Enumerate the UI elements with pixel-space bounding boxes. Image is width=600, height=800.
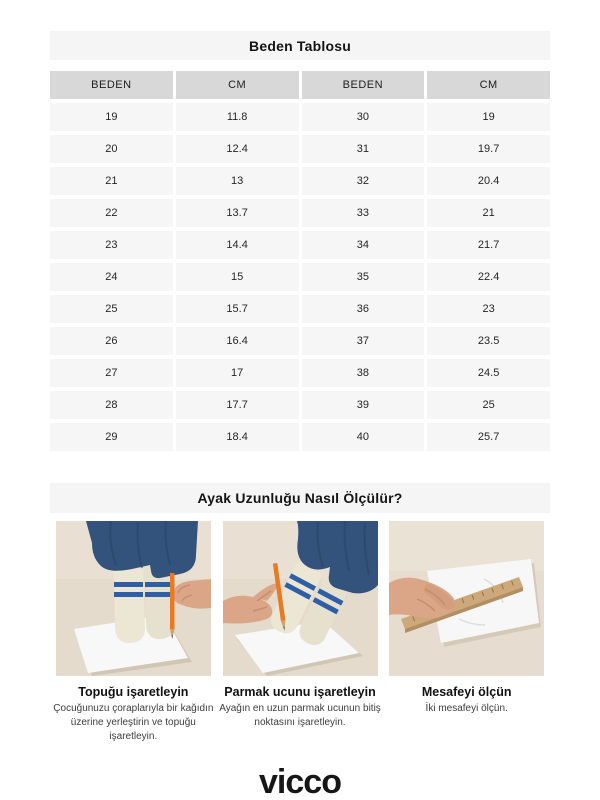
size-table-title-band (50, 31, 550, 60)
table-cell: 13 (176, 167, 299, 195)
table-cell: 24 (50, 263, 173, 291)
table-header-cell: CM (176, 71, 299, 99)
table-cell: 36 (302, 295, 425, 323)
size-table-grid (50, 71, 550, 451)
table-cell: 17.7 (176, 391, 299, 419)
table-cell: 21 (50, 167, 173, 195)
table-cell: 33 (302, 199, 425, 227)
table-cell: 28 (50, 391, 173, 419)
table-cell: 25 (427, 391, 550, 419)
table-cell: 23 (427, 295, 550, 323)
measure-step-distance (383, 521, 550, 743)
table-cell: 23 (50, 231, 173, 259)
table-cell: 39 (302, 391, 425, 419)
measure-step-toe (217, 521, 384, 743)
table-cell: 20.4 (427, 167, 550, 195)
table-cell: 16.4 (176, 327, 299, 355)
table-cell: 26 (50, 327, 173, 355)
table-cell: 30 (302, 103, 425, 131)
table-cell: 14.4 (176, 231, 299, 259)
size-table-title: Beden Tablosu (249, 37, 351, 54)
table-cell: 31 (302, 135, 425, 163)
table-cell: 21.7 (427, 231, 550, 259)
table-cell: 17 (176, 359, 299, 387)
table-cell: 15.7 (176, 295, 299, 323)
ruler-measuring-photo (389, 521, 544, 676)
table-header-cell: CM (427, 71, 550, 99)
table-cell: 19 (427, 103, 550, 131)
table-cell: 32 (302, 167, 425, 195)
step-description: İki mesafeyi ölçün. (425, 703, 508, 714)
step-title: Parmak ucunu işaretleyin (224, 685, 376, 699)
table-cell: 25 (50, 295, 173, 323)
table-cell: 38 (302, 359, 425, 387)
heel-marking-photo (56, 521, 211, 676)
table-cell: 40 (302, 423, 425, 451)
measure-steps (50, 521, 550, 743)
table-cell: 20 (50, 135, 173, 163)
table-cell: 13.7 (176, 199, 299, 227)
table-cell: 35 (302, 263, 425, 291)
table-cell: 19.7 (427, 135, 550, 163)
table-cell: 37 (302, 327, 425, 355)
table-cell: 24.5 (427, 359, 550, 387)
table-cell: 34 (302, 231, 425, 259)
brand-footer (50, 765, 550, 800)
table-cell: 23.5 (427, 327, 550, 355)
table-header-cell: BEDEN (50, 71, 173, 99)
step-description: Çocuğunuzu çoraplarıyla bir kağıdın üzerine yerleştirin ve topuğu işaretleyin. (53, 703, 214, 742)
step-title: Topuğu işaretleyin (78, 685, 189, 699)
measure-section-title: Ayak Uzunluğu Nasıl Ölçülür? (197, 490, 403, 506)
brand-logo-text: vicco (259, 763, 341, 800)
table-cell: 12.4 (176, 135, 299, 163)
table-cell: 11.8 (176, 103, 299, 131)
measure-step-heel (50, 521, 217, 743)
table-cell: 18.4 (176, 423, 299, 451)
table-cell: 19 (50, 103, 173, 131)
table-cell: 15 (176, 263, 299, 291)
step-description: Ayağın en uzun parmak ucunun bitiş noktasını işaretleyin. (219, 703, 381, 728)
step-title: Mesafeyi ölçün (421, 685, 512, 699)
table-cell: 22.4 (427, 263, 550, 291)
table-cell: 27 (50, 359, 173, 387)
measure-section-title-band (50, 483, 550, 513)
table-cell: 21 (427, 199, 550, 227)
table-cell: 29 (50, 423, 173, 451)
pencil (170, 573, 175, 629)
table-cell: 22 (50, 199, 173, 227)
left-sock-foot (114, 566, 145, 643)
table-header-cell: BEDEN (302, 71, 425, 99)
toe-marking-photo (223, 521, 378, 676)
table-cell: 25.7 (427, 423, 550, 451)
